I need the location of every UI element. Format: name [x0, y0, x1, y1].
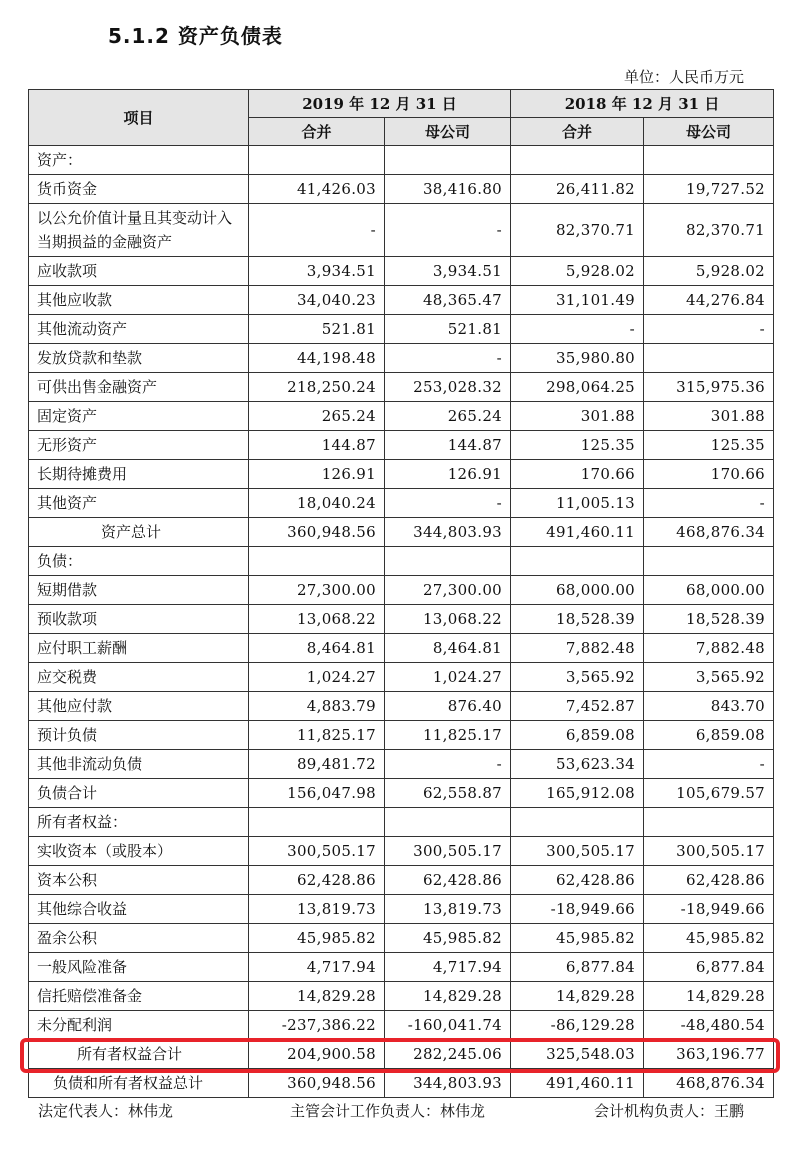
- row-value: -: [249, 204, 385, 257]
- parent-2019-header: 母公司: [385, 118, 511, 146]
- row-value: 265.24: [385, 402, 511, 431]
- row-value: 468,876.34: [644, 518, 774, 547]
- row-value: 468,876.34: [644, 1069, 774, 1098]
- row-value: -: [385, 344, 511, 373]
- row-value: -18,949.66: [644, 895, 774, 924]
- row-value: 26,411.82: [511, 175, 644, 204]
- row-value: 14,829.28: [511, 982, 644, 1011]
- row-value: 126.91: [385, 460, 511, 489]
- row-value: 491,460.11: [511, 518, 644, 547]
- row-label: 长期待摊费用: [29, 460, 249, 489]
- row-value: 11,005.13: [511, 489, 644, 518]
- row-value: 170.66: [511, 460, 644, 489]
- row-label: 其他应付款: [29, 692, 249, 721]
- row-value: 125.35: [644, 431, 774, 460]
- row-label: 短期借款: [29, 576, 249, 605]
- row-value: 13,819.73: [249, 895, 385, 924]
- table-row: [29, 924, 774, 953]
- row-value: -86,129.28: [511, 1011, 644, 1040]
- row-label: 资本公积: [29, 866, 249, 895]
- row-value: 1,024.27: [249, 663, 385, 692]
- row-value: 62,428.86: [385, 866, 511, 895]
- row-value: 7,882.48: [644, 634, 774, 663]
- row-value: 11,825.17: [385, 721, 511, 750]
- table-row: [29, 982, 774, 1011]
- table-row: [29, 605, 774, 634]
- row-value: 144.87: [249, 431, 385, 460]
- row-label: 应交税费: [29, 663, 249, 692]
- row-value: 45,985.82: [644, 924, 774, 953]
- row-value: 68,000.00: [511, 576, 644, 605]
- row-value: 3,565.92: [511, 663, 644, 692]
- row-value: -: [385, 489, 511, 518]
- row-value: 521.81: [385, 315, 511, 344]
- row-value: -: [644, 489, 774, 518]
- row-value: 13,068.22: [385, 605, 511, 634]
- row-label: 预收款项: [29, 605, 249, 634]
- row-label: 可供出售金融资产: [29, 373, 249, 402]
- row-value: 48,365.47: [385, 286, 511, 315]
- row-label: 其他流动资产: [29, 315, 249, 344]
- page-title: 5.1.2 资产负债表: [108, 24, 283, 48]
- row-label: 其他资产: [29, 489, 249, 518]
- row-label: 资产：: [29, 146, 249, 175]
- row-value: [511, 146, 644, 175]
- row-label: 未分配利润: [29, 1011, 249, 1040]
- row-label: 所有者权益合计: [29, 1040, 249, 1069]
- highlight-box: [20, 1038, 780, 1073]
- row-value: 125.35: [511, 431, 644, 460]
- table-row: [29, 953, 774, 982]
- row-value: 6,877.84: [644, 953, 774, 982]
- row-label: 负债合计: [29, 779, 249, 808]
- row-value: [644, 547, 774, 576]
- row-value: 5,928.02: [511, 257, 644, 286]
- row-value: 62,428.86: [644, 866, 774, 895]
- item-header: 项目: [29, 90, 249, 146]
- row-value: [385, 547, 511, 576]
- row-value: 3,934.51: [385, 257, 511, 286]
- row-value: 13,068.22: [249, 605, 385, 634]
- row-value: 19,727.52: [644, 175, 774, 204]
- row-value: 41,426.03: [249, 175, 385, 204]
- table-row: [29, 204, 774, 257]
- row-label: 资产总计: [29, 518, 249, 547]
- row-value: [385, 808, 511, 837]
- row-value: 298,064.25: [511, 373, 644, 402]
- row-value: [511, 808, 644, 837]
- row-label: 其他非流动负债: [29, 750, 249, 779]
- row-label: 货币资金: [29, 175, 249, 204]
- unit-note: 单位：人民币万元: [623, 68, 744, 86]
- table-row: [29, 373, 774, 402]
- row-label: 无形资产: [29, 431, 249, 460]
- row-value: 14,829.28: [385, 982, 511, 1011]
- row-value: 6,859.08: [511, 721, 644, 750]
- table-row: [29, 750, 774, 779]
- row-value: 4,717.94: [249, 953, 385, 982]
- row-value: 8,464.81: [249, 634, 385, 663]
- row-value: 1,024.27: [385, 663, 511, 692]
- row-label: 负债：: [29, 547, 249, 576]
- row-label: 应付职工薪酬: [29, 634, 249, 663]
- consolidated-2018-header: 合并: [511, 118, 644, 146]
- row-value: 4,883.79: [249, 692, 385, 721]
- row-value: 62,428.86: [249, 866, 385, 895]
- row-value: 44,276.84: [644, 286, 774, 315]
- row-value: 53,623.34: [511, 750, 644, 779]
- row-value: 156,047.98: [249, 779, 385, 808]
- row-value: 265.24: [249, 402, 385, 431]
- table-header: [29, 90, 774, 146]
- row-value: 363,196.77: [644, 1040, 774, 1069]
- table-row: [29, 721, 774, 750]
- table-row: [29, 663, 774, 692]
- legal-representative: 法定代表人：林伟龙: [38, 1102, 174, 1120]
- row-label: 实收资本（或股本）: [29, 837, 249, 866]
- row-value: 325,548.03: [511, 1040, 644, 1069]
- row-label: 预计负债: [29, 721, 249, 750]
- row-value: -: [385, 750, 511, 779]
- row-value: 82,370.71: [644, 204, 774, 257]
- table-row: [29, 808, 774, 837]
- row-value: 35,980.80: [511, 344, 644, 373]
- row-value: 44,198.48: [249, 344, 385, 373]
- row-label: 发放贷款和垫款: [29, 344, 249, 373]
- row-value: [644, 344, 774, 373]
- row-label: 固定资产: [29, 402, 249, 431]
- row-value: 144.87: [385, 431, 511, 460]
- row-value: 62,558.87: [385, 779, 511, 808]
- row-value: 45,985.82: [249, 924, 385, 953]
- row-value: [511, 547, 644, 576]
- row-value: [249, 146, 385, 175]
- row-value: 170.66: [644, 460, 774, 489]
- row-value: 14,829.28: [644, 982, 774, 1011]
- row-label: 其他综合收益: [29, 895, 249, 924]
- row-value: 360,948.56: [249, 1069, 385, 1098]
- consolidated-2019-header: 合并: [249, 118, 385, 146]
- row-value: -48,480.54: [644, 1011, 774, 1040]
- row-value: 282,245.06: [385, 1040, 511, 1069]
- table-row: [29, 576, 774, 605]
- row-value: 360,948.56: [249, 518, 385, 547]
- row-label: 应收款项: [29, 257, 249, 286]
- row-value: 7,882.48: [511, 634, 644, 663]
- row-value: 18,040.24: [249, 489, 385, 518]
- row-value: 344,803.93: [385, 518, 511, 547]
- row-value: 27,300.00: [249, 576, 385, 605]
- row-value: -: [644, 750, 774, 779]
- row-value: 300,505.17: [644, 837, 774, 866]
- row-value: -: [644, 315, 774, 344]
- row-value: 89,481.72: [249, 750, 385, 779]
- row-value: [644, 146, 774, 175]
- accounting-head: 主管会计工作负责人：林伟龙: [290, 1102, 486, 1120]
- row-value: 843.70: [644, 692, 774, 721]
- row-value: 300,505.17: [511, 837, 644, 866]
- accounting-dept-head: 会计机构负责人：王鹏: [594, 1102, 745, 1120]
- row-value: 344,803.93: [385, 1069, 511, 1098]
- row-value: 315,975.36: [644, 373, 774, 402]
- table-row: [29, 866, 774, 895]
- row-value: [249, 808, 385, 837]
- row-value: 18,528.39: [644, 605, 774, 634]
- row-value: 218,250.24: [249, 373, 385, 402]
- row-value: -18,949.66: [511, 895, 644, 924]
- table-row: [29, 895, 774, 924]
- row-value: 126.91: [249, 460, 385, 489]
- row-value: -: [511, 315, 644, 344]
- row-value: 34,040.23: [249, 286, 385, 315]
- table-row: [29, 837, 774, 866]
- table-row: [29, 518, 774, 547]
- row-value: 165,912.08: [511, 779, 644, 808]
- row-label: 负债和所有者权益总计: [29, 1069, 249, 1098]
- row-value: 253,028.32: [385, 373, 511, 402]
- table-row: [29, 175, 774, 204]
- row-value: 6,877.84: [511, 953, 644, 982]
- row-value: 300,505.17: [249, 837, 385, 866]
- row-value: 5,928.02: [644, 257, 774, 286]
- row-value: 8,464.81: [385, 634, 511, 663]
- table-row: [29, 779, 774, 808]
- row-label: 以公允价值计量且其变动计入当期损益的金融资产: [29, 204, 249, 257]
- row-value: 105,679.57: [644, 779, 774, 808]
- table-row: [29, 547, 774, 576]
- row-value: [249, 547, 385, 576]
- table-row: [29, 692, 774, 721]
- year-2019-header: 2019 年 12 月 31 日: [249, 90, 511, 118]
- table-row: [29, 315, 774, 344]
- row-value: 27,300.00: [385, 576, 511, 605]
- row-label: 盈余公积: [29, 924, 249, 953]
- row-value: 14,829.28: [249, 982, 385, 1011]
- row-value: 82,370.71: [511, 204, 644, 257]
- row-value: 7,452.87: [511, 692, 644, 721]
- table-row: [29, 1011, 774, 1040]
- row-value: -160,041.74: [385, 1011, 511, 1040]
- row-value: 45,985.82: [511, 924, 644, 953]
- row-value: 204,900.58: [249, 1040, 385, 1069]
- row-value: 3,934.51: [249, 257, 385, 286]
- row-value: [385, 146, 511, 175]
- year-2018-header: 2018 年 12 月 31 日: [511, 90, 774, 118]
- table-row: [29, 402, 774, 431]
- row-value: 491,460.11: [511, 1069, 644, 1098]
- row-value: -237,386.22: [249, 1011, 385, 1040]
- row-value: [644, 808, 774, 837]
- table-row: [29, 344, 774, 373]
- table-row: [29, 286, 774, 315]
- row-value: 876.40: [385, 692, 511, 721]
- row-value: 68,000.00: [644, 576, 774, 605]
- table-row: [29, 146, 774, 175]
- balance-sheet-table: [28, 89, 774, 1098]
- row-value: 301.88: [511, 402, 644, 431]
- row-label: 所有者权益：: [29, 808, 249, 837]
- row-label: 其他应收款: [29, 286, 249, 315]
- row-value: 300,505.17: [385, 837, 511, 866]
- row-label: 信托赔偿准备金: [29, 982, 249, 1011]
- table-row: [29, 460, 774, 489]
- row-value: 31,101.49: [511, 286, 644, 315]
- table-row: [29, 489, 774, 518]
- row-value: 301.88: [644, 402, 774, 431]
- row-value: 45,985.82: [385, 924, 511, 953]
- row-label: 一般风险准备: [29, 953, 249, 982]
- row-value: 62,428.86: [511, 866, 644, 895]
- row-value: 13,819.73: [385, 895, 511, 924]
- table-body: [29, 146, 774, 1098]
- table-row: [29, 634, 774, 663]
- table-row: [29, 257, 774, 286]
- row-value: 521.81: [249, 315, 385, 344]
- row-value: 38,416.80: [385, 175, 511, 204]
- row-value: 11,825.17: [249, 721, 385, 750]
- row-value: 6,859.08: [644, 721, 774, 750]
- row-value: 3,565.92: [644, 663, 774, 692]
- parent-2018-header: 母公司: [644, 118, 774, 146]
- table-row: [29, 431, 774, 460]
- row-value: 4,717.94: [385, 953, 511, 982]
- row-value: -: [385, 204, 511, 257]
- row-value: 18,528.39: [511, 605, 644, 634]
